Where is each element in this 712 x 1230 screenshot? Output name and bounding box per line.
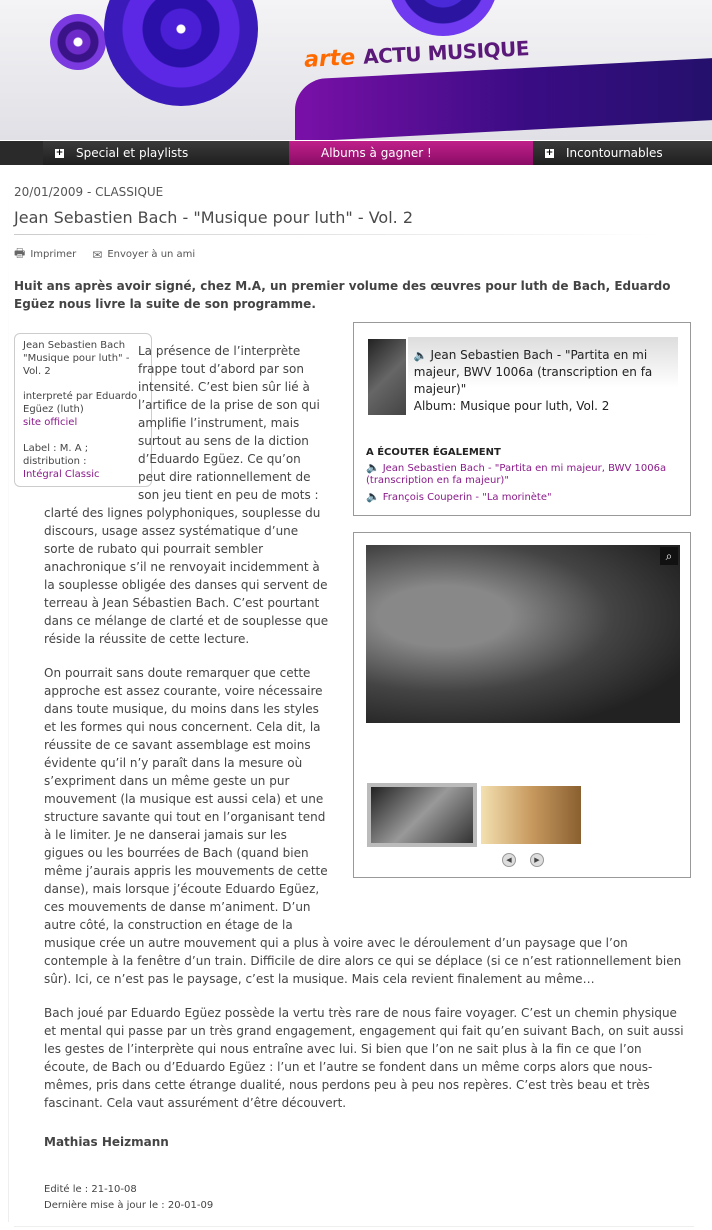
send-icon: ✉ xyxy=(92,247,103,262)
gallery-thumbnail[interactable] xyxy=(367,783,477,847)
send-label: Envoyer à un ami xyxy=(107,249,196,260)
track-info xyxy=(408,337,678,421)
article-tools xyxy=(14,244,195,265)
divider xyxy=(8,172,9,1222)
track-album: Album: Musique pour luth, Vol. 2 xyxy=(413,399,610,413)
article-date: 20/01/2009 - CLASSIQUE xyxy=(14,185,164,199)
decorative-circle xyxy=(50,14,106,70)
page-title: Jean Sebastien Bach - "Musique pour luth" - Vol. 2 xyxy=(14,208,413,227)
also-listen-item[interactable] xyxy=(366,462,678,487)
print-label: Imprimer xyxy=(30,249,77,260)
also-listen-heading: A ÉCOUTER ÉGALEMENT xyxy=(366,447,501,458)
section-title: ACTU MUSIQUE xyxy=(362,36,530,69)
nav-item-special-playlists[interactable] xyxy=(43,141,289,165)
official-site-link[interactable]: site officiel xyxy=(23,417,78,428)
also-item-label: Jean Sebastien Bach - "Partita en mi majeur, BWV 1006a (transcription en fa majeur)" xyxy=(366,463,667,486)
gallery-pager xyxy=(502,853,544,867)
brand-name: arte xyxy=(303,45,356,73)
divider xyxy=(14,234,664,235)
info-artist: Jean Sebastien Bach xyxy=(23,340,126,351)
photo-gallery xyxy=(353,532,691,878)
info-label: Label : M. A ; distribution : xyxy=(23,443,89,467)
article-paragraph: On pourrait sans doute remarquer que cette approche est assez courante, voire nécessaire dans toute musique, du moins dans les styles et les formes qui nous concernent. Cela dit, la réussite de ce savant assemblage est moins évidente qu’il n’y paraît dans la mesure où s’expriment dans un même geste un pur mouvement (la musique est aussi cela) et une structure savante qui tout en l’organisant tend à le limiter. Je ne danserai jamais sur les gigues ou les bourrées de Bach (quand bien même j’aurais appris les mouvements de cette danse), mais lorsque j’écoute Eduardo Egüez, ces mouvements de danse m’animent. D’un autre côté, la construction en étage de la musique crée un autre mouvement qui a plus à voire avec le déroulement d’un paysage que l’on contemple à la fenêtre d’un train. Difficile de dire alors ce qui se déplace (si ce n’est rationnellement bien sûr). Ici, ce n’est pas le paysage, c’est la musique. Mais cela revient finalement au même… xyxy=(44,666,682,986)
distributor-link[interactable]: Intégral Classic xyxy=(23,469,100,480)
speaker-icon: 🔈 xyxy=(366,490,380,503)
plus-icon: + xyxy=(55,147,64,158)
audio-current-track[interactable] xyxy=(366,337,678,421)
plus-icon: + xyxy=(545,147,554,158)
speaker-icon: 🔈 xyxy=(413,349,428,362)
nav-item-albums[interactable] xyxy=(289,141,533,165)
print-button[interactable] xyxy=(14,244,76,265)
site-header xyxy=(0,0,712,140)
gallery-thumbnail[interactable] xyxy=(481,786,581,844)
gallery-thumbnails xyxy=(367,783,581,847)
nav-item-label: Albums à gagner ! xyxy=(321,146,432,160)
also-item-label: François Couperin - "La morinète" xyxy=(382,492,552,503)
album-cover-thumbnail xyxy=(366,337,408,417)
previous-icon[interactable]: ◀ xyxy=(502,853,516,867)
info-album: "Musique pour luth" - Vol. 2 xyxy=(23,353,130,377)
main-photo[interactable] xyxy=(366,545,680,723)
site-logo[interactable] xyxy=(304,36,530,73)
speaker-icon: 🔈 xyxy=(366,461,380,474)
send-to-friend-button[interactable] xyxy=(92,248,195,262)
nav-item-label: Special et playlists xyxy=(76,146,189,160)
main-nav xyxy=(0,141,712,165)
edited-date: Edité le : 21-10-08 xyxy=(44,1184,137,1195)
nav-spacer xyxy=(0,141,43,165)
nav-item-incontournables[interactable] xyxy=(533,141,712,165)
info-performer: interpreté par Eduardo Egüez (luth) xyxy=(23,391,138,415)
header-band xyxy=(295,58,712,140)
article-paragraph: Bach joué par Eduardo Egüez possède la vertu très rare de nous faire voyager. C’est un chemin physique et mental qui passe par un très grand engagement, engagement qui fait qu’en suivant Bach, on suit aussi les gestes de l’interprète qui nous entraîne avec lui. Si bien que l’on ne sait plus à la fin ce que l’on écoute, de Bach ou d’Eduardo Egüez : l’un et l’autre se fondent dans un même corps alors que nous-mêmes, pris dans cette étrange dualité, nous perdons peu à peu nos repères. C’est très beau et très fascinant. Cela vaut assurément d’être découvert. xyxy=(44,1006,684,1110)
also-listen-item[interactable] xyxy=(366,491,678,504)
zoom-icon[interactable]: ⌕ xyxy=(660,547,678,565)
updated-date: Dernière mise à jour le : 20-01-09 xyxy=(44,1200,214,1211)
track-title: Jean Sebastien Bach - "Partita en mi majeur, BWV 1006a (transcription en fa majeur)" xyxy=(413,348,653,396)
audio-player-box xyxy=(353,322,691,516)
edit-info xyxy=(44,1182,213,1214)
next-icon[interactable]: ▶ xyxy=(530,853,544,867)
article-author: Mathias Heizmann xyxy=(44,1135,169,1149)
paragraph-text: La présence de l’interprète frappe tout d’abord par son intensité. C’est bien sûr lié à l’artifice de la prise de son qui amplifie l’instrument, mais surtout au sens de la diction d’Eduardo Egüez. Ce qu’on peut dire rationnellement de son jeu tient en peu de mots : clarté des lignes polyphoniques, souplesse du discours, usage assez systématique d’une sorte de rubato qui pourrait sembler anachronique s’il ne renvoyait incidemment à la souplesse obligée des danses qui servent de terreau à Jean Sébastien Bach. C’est pourtant dans ce mélange de clarté et de souplesse que réside la réussite de cette lecture. xyxy=(44,344,329,646)
divider xyxy=(14,1226,694,1227)
decorative-circle xyxy=(388,0,498,36)
printer-icon: 🖶 xyxy=(14,246,26,260)
nav-item-label: Incontournables xyxy=(566,146,663,160)
decorative-circle xyxy=(104,0,258,106)
article-intro: Huit ans après avoir signé, chez M.A, un premier volume des œuvres pour luth de Bach, Eduardo Egüez nous livre la suite de son programme. xyxy=(14,279,671,311)
float-spacer xyxy=(14,342,138,492)
